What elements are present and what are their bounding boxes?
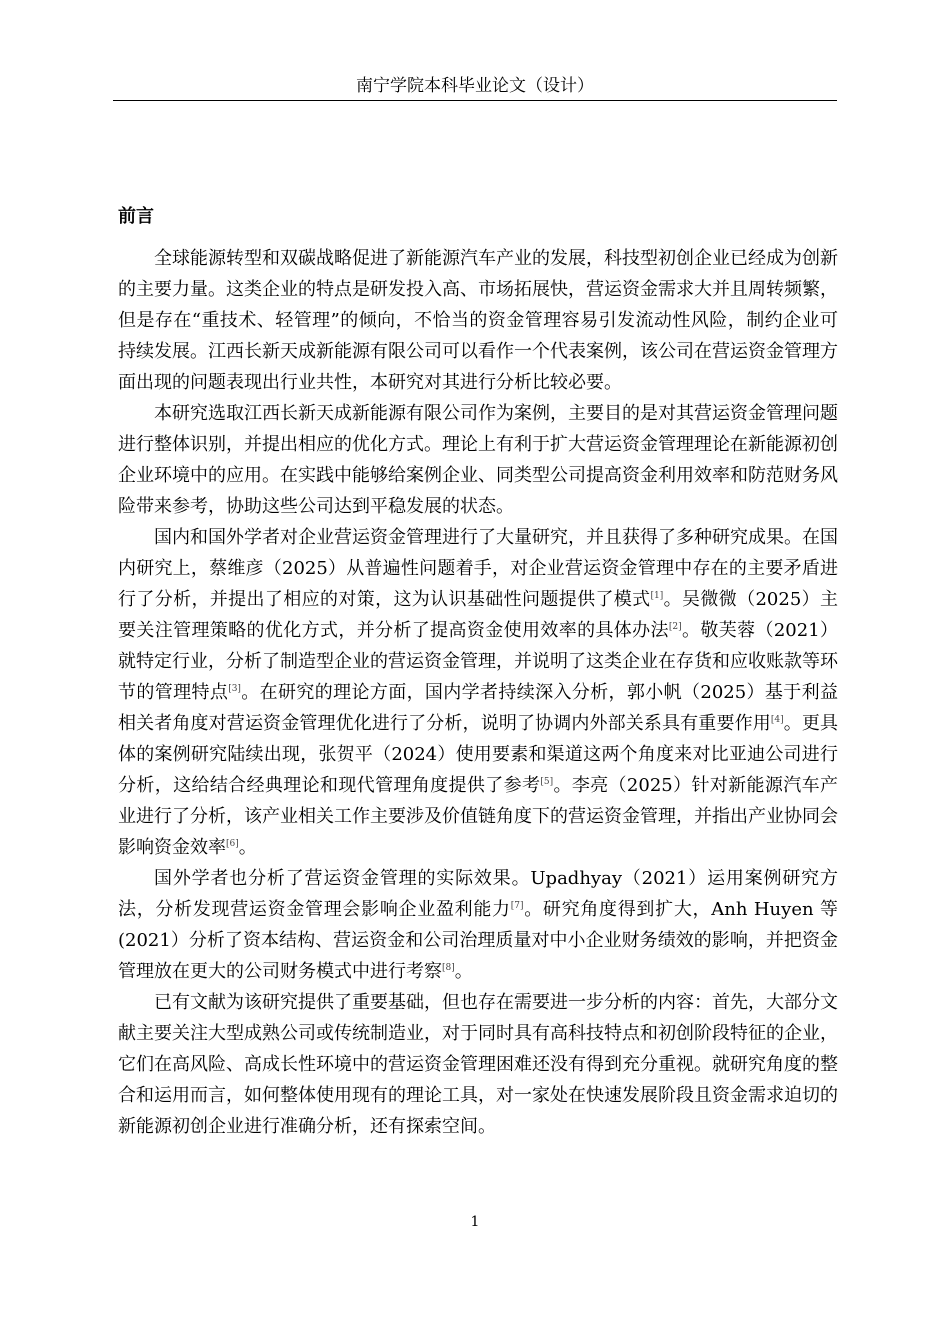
body-paragraph bbox=[118, 987, 838, 1142]
citation-marker[interactable]: [8] bbox=[442, 963, 455, 973]
citation-marker[interactable]: [5] bbox=[540, 777, 554, 787]
citation-marker[interactable]: [1] bbox=[650, 591, 664, 601]
paragraph-text: 。更具体的案例研究陆续出现，张贺平（2024）使用要素和渠道这两个角度来对比亚迪公司进行分析，这给结合经典理论和现代管理角度提供了参考 bbox=[118, 713, 838, 796]
paragraph-text: 本研究选取江西长新天成新能源有限公司作为案例，主要目的是对其营运资金管理问题进行整体识别，并提出相应的优化方式。理论上有利于扩大营运资金管理理论在新能源初创企业环境中的应用。在实践中能够给案例企业、同类型公司提高资金利用效率和防范财务风险带来参考，协助这些公司达到平稳发展的状态。 bbox=[118, 403, 838, 517]
paragraph-text: 。敬芙蓉（2021）就特定行业，分析了制造型企业的营运资金管理，并说明了这类企业在存货和应收账款等环节的管理特点 bbox=[118, 620, 839, 703]
citation-marker[interactable]: [4] bbox=[770, 715, 784, 725]
paragraph-text: 国内和国外学者对企业营运资金管理进行了大量研究，并且获得了多种研究成果。在国内研究上，蔡维彦（2025）从普遍性问题着手，对企业营运资金管理中存在的主要矛盾进行了分析，并提出了相应的对策，这为认识基础性问题提供了模式 bbox=[118, 527, 838, 610]
body-paragraph bbox=[118, 243, 838, 398]
paragraph-text: 已有文献为该研究提供了重要基础，但也存在需要进一步分析的内容：首先，大部分文献主要关注大型成熟公司或传统制造业，对于同时具有高科技特点和初创阶段特征的企业，它们在高风险、高成长性环境中的营运资金管理困难还没有得到充分重视。就研究角度的整合和运用而言，如何整体使用现有的理论工具，对一家处在快速发展阶段且资金需求迫切的新能源初创企业进行准确分析，还有探索空间。 bbox=[118, 992, 838, 1137]
citation-marker[interactable]: [7] bbox=[510, 901, 524, 911]
paragraph-text: 。 bbox=[454, 961, 473, 982]
paragraph-text: 。吴微微（2025）主要关注管理策略的优化方式，并分析了提高资金使用效率的具体办法 bbox=[118, 589, 838, 641]
paragraph-text: 。 bbox=[238, 837, 257, 858]
body-paragraph bbox=[118, 398, 838, 522]
paragraph-text: 。在研究的理论方面，国内学者持续深入分析，郭小帆（2025）基于利益相关者角度对营运资金管理优化进行了分析，说明了协调内外部关系具有重要作用 bbox=[118, 682, 839, 734]
body-paragraph bbox=[118, 863, 838, 987]
page-number: 1 bbox=[470, 1214, 480, 1230]
citation-marker[interactable]: [3] bbox=[228, 684, 241, 694]
section-title: 前言 bbox=[118, 206, 154, 227]
citation-marker[interactable]: [2] bbox=[668, 622, 682, 632]
citation-marker[interactable]: [6] bbox=[226, 839, 239, 849]
body-text bbox=[118, 243, 838, 1142]
page-header: 南宁学院本科毕业论文（设计） bbox=[356, 76, 594, 96]
paragraph-text: 。李亮（2025）针对新能源汽车产业进行了分析，该产业相关工作主要涉及价值链角度下的营运资金管理，并指出产业协同会影响资金效率 bbox=[118, 775, 839, 858]
paragraph-text: 。研究角度得到扩大，Anh Huyen 等(2021）分析了资本结构、营运资金和公司治理质量对中小企业财务绩效的影响，并把资金管理放在更大的公司财务模式中进行考察 bbox=[118, 899, 838, 982]
body-paragraph bbox=[118, 522, 838, 863]
header-rule bbox=[113, 100, 837, 101]
paragraph-text: 国外学者也分析了营运资金管理的实际效果。Upadhyay（2021）运用案例研究方法，分析发现营运资金管理会影响企业盈利能力 bbox=[118, 868, 838, 920]
paragraph-text: 全球能源转型和双碳战略促进了新能源汽车产业的发展，科技型初创企业已经成为创新的主要力量。这类企业的特点是研发投入高、市场拓展快，营运资金需求大并且周转频繁，但是存在“重技术、轻管理”的倾向，不恰当的资金管理容易引发流动性风险，制约企业可持续发展。江西长新天成新能源有限公司可以看作一个代表案例，该公司在营运资金管理方面出现的问题表现出行业共性，本研究对其进行分析比较必要。 bbox=[118, 248, 838, 393]
